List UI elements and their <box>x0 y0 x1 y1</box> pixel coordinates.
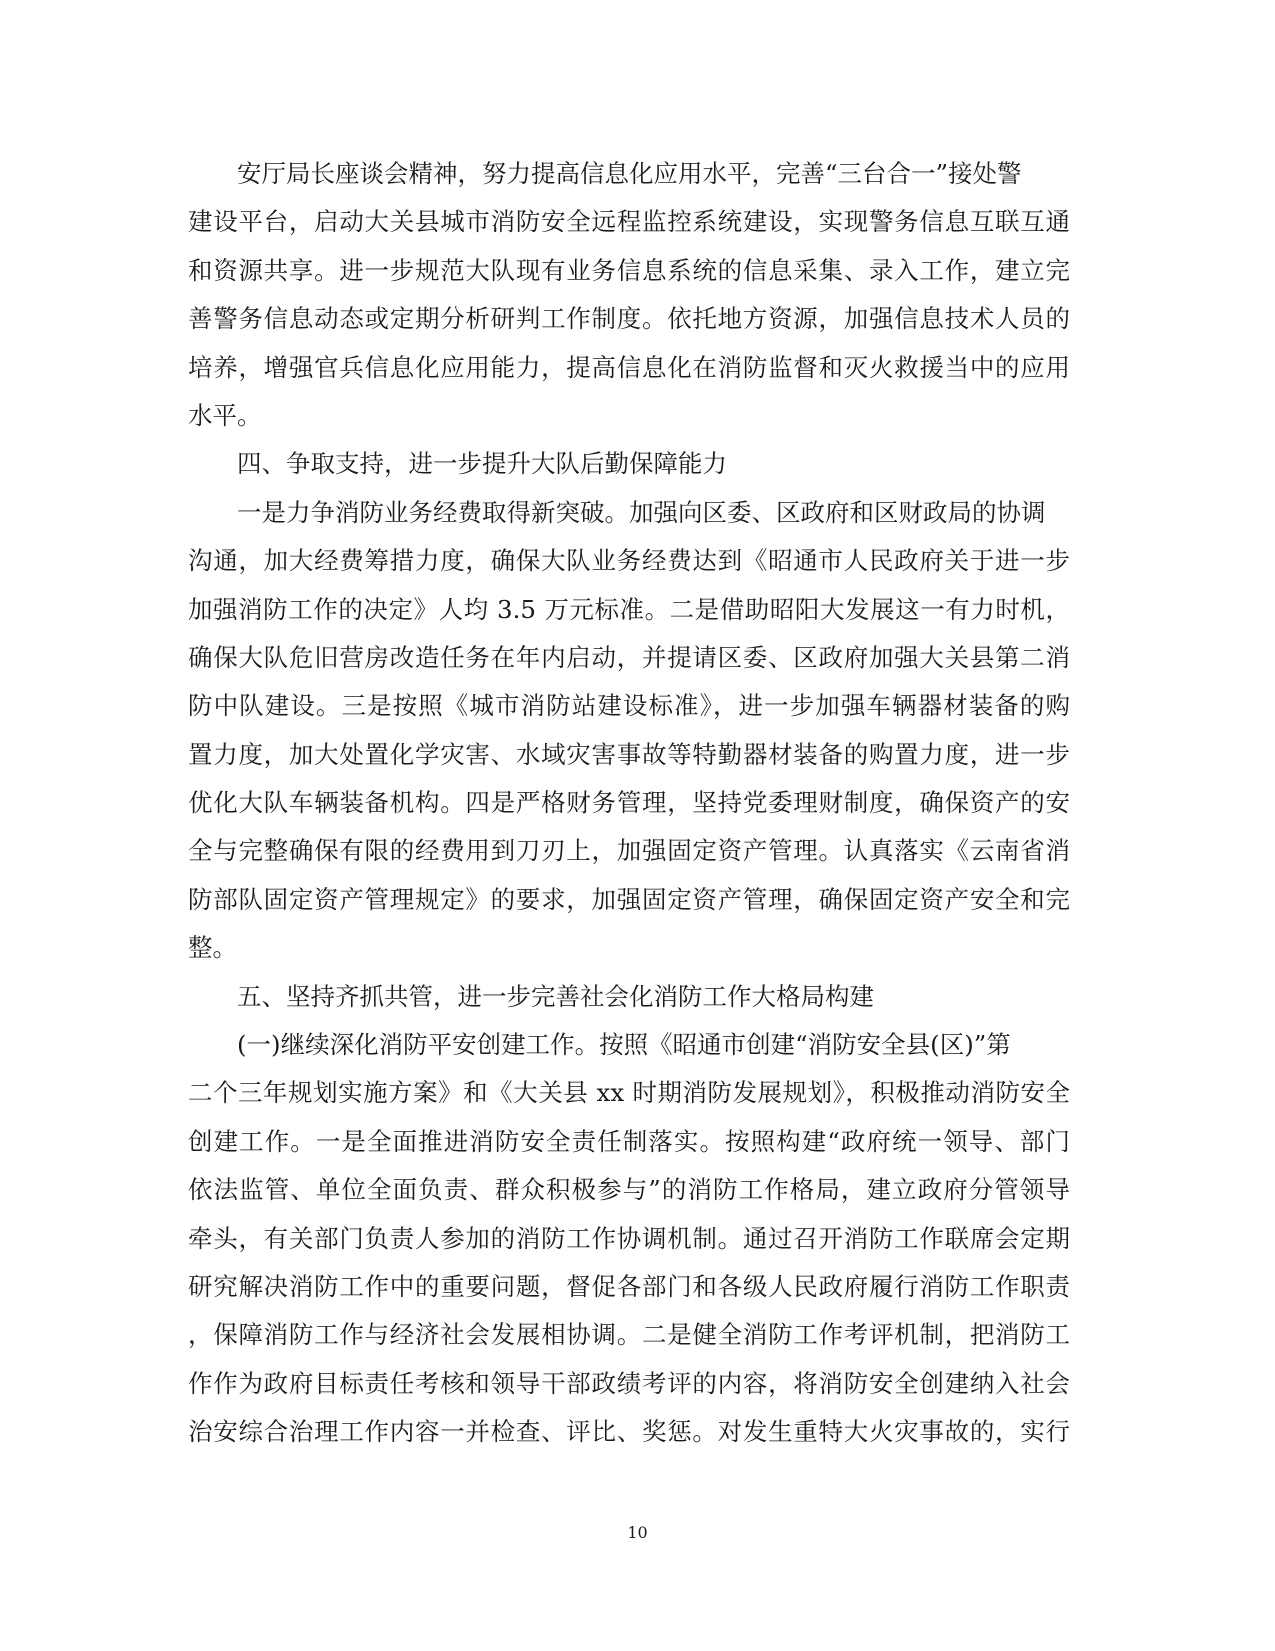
text-line: (一)继续深化消防平安创建工作。按照《昭通市创建“消防安全县(区)”第 <box>237 1030 1011 1060</box>
page-number: 10 <box>627 1523 648 1542</box>
text-line: 防中队建设。三是按照《城市消防站建设标准》，进一步加强车辆器材装备的购 <box>188 691 1070 721</box>
text-line: 和资源共享。进一步规范大队现有业务信息系统的信息采集、录入工作，建立完 <box>188 255 1070 285</box>
text-line: 确保大队危旧营房改造任务在年内启动，并提请区委、区政府加强大关县第二消 <box>188 642 1070 672</box>
section-heading: 五、坚持齐抓共管，进一步完善社会化消防工作大格局构建 <box>237 981 874 1011</box>
text-line: 治安综合治理工作内容一并检查、评比、奖惩。对发生重特大火灾事故的，实行 <box>188 1417 1070 1447</box>
text-line: 二个三年规划实施方案》和《大关县 xx 时期消防发展规划》，积极推动消防安全 <box>188 1078 1070 1108</box>
text-line: 防部队固定资产管理规定》的要求，加强固定资产管理，确保固定资产安全和完 <box>188 884 1070 914</box>
text-line: 作作为政府目标责任考核和领导干部政绩考评的内容，将消防安全创建纳入社会 <box>188 1368 1070 1398</box>
text-line: 置力度，加大处置化学灾害、水域灾害事故等特勤器材装备的购置力度，进一步 <box>188 739 1070 769</box>
text-line: 牵头，有关部门负责人参加的消防工作协调机制。通过召开消防工作联席会定期 <box>188 1223 1070 1253</box>
text-line: 一是力争消防业务经费取得新突破。加强向区委、区政府和区财政局的协调 <box>237 497 1046 527</box>
text-line: 研究解决消防工作中的重要问题，督促各部门和各级人民政府履行消防工作职责 <box>188 1271 1070 1301</box>
text-line: 善警务信息动态或定期分析研判工作制度。依托地方资源，加强信息技术人员的 <box>188 304 1070 334</box>
text-line: 沟通，加大经费筹措力度，确保大队业务经费达到《昭通市人民政府关于进一步 <box>188 546 1070 576</box>
text-line: 培养，增强官兵信息化应用能力，提高信息化在消防监督和灭火救援当中的应用 <box>188 352 1070 382</box>
text-line: 整。 <box>188 933 237 963</box>
text-line: ，保障消防工作与经济社会发展相协调。二是健全消防工作考评机制，把消防工 <box>188 1320 1070 1350</box>
text-line: 优化大队车辆装备机构。四是严格财务管理，坚持党委理财制度，确保资产的安 <box>188 788 1070 818</box>
text-line: 建设平台，启动大关县城市消防安全远程监控系统建设，实现警务信息互联互通 <box>188 207 1070 237</box>
text-line: 创建工作。一是全面推进消防安全责任制落实。按照构建“政府统一领导、部门 <box>188 1126 1070 1156</box>
text-line: 安厅局长座谈会精神，努力提高信息化应用水平，完善“三台合一”接处警 <box>237 159 1022 188</box>
text-line: 全与完整确保有限的经费用到刀刃上，加强固定资产管理。认真落实《云南省消 <box>188 836 1070 866</box>
text-line: 依法监管、单位全面负责、群众积极参与”的消防工作格局，建立政府分管领导 <box>188 1175 1070 1205</box>
text-line: 水平。 <box>188 400 262 430</box>
document-body <box>188 150 1070 1457</box>
text-line: 加强消防工作的决定》人均 3.5 万元标准。二是借助昭阳大发展这一有力时机， <box>188 594 1070 624</box>
section-heading: 四、争取支持，进一步提升大队后勤保障能力 <box>237 449 727 479</box>
